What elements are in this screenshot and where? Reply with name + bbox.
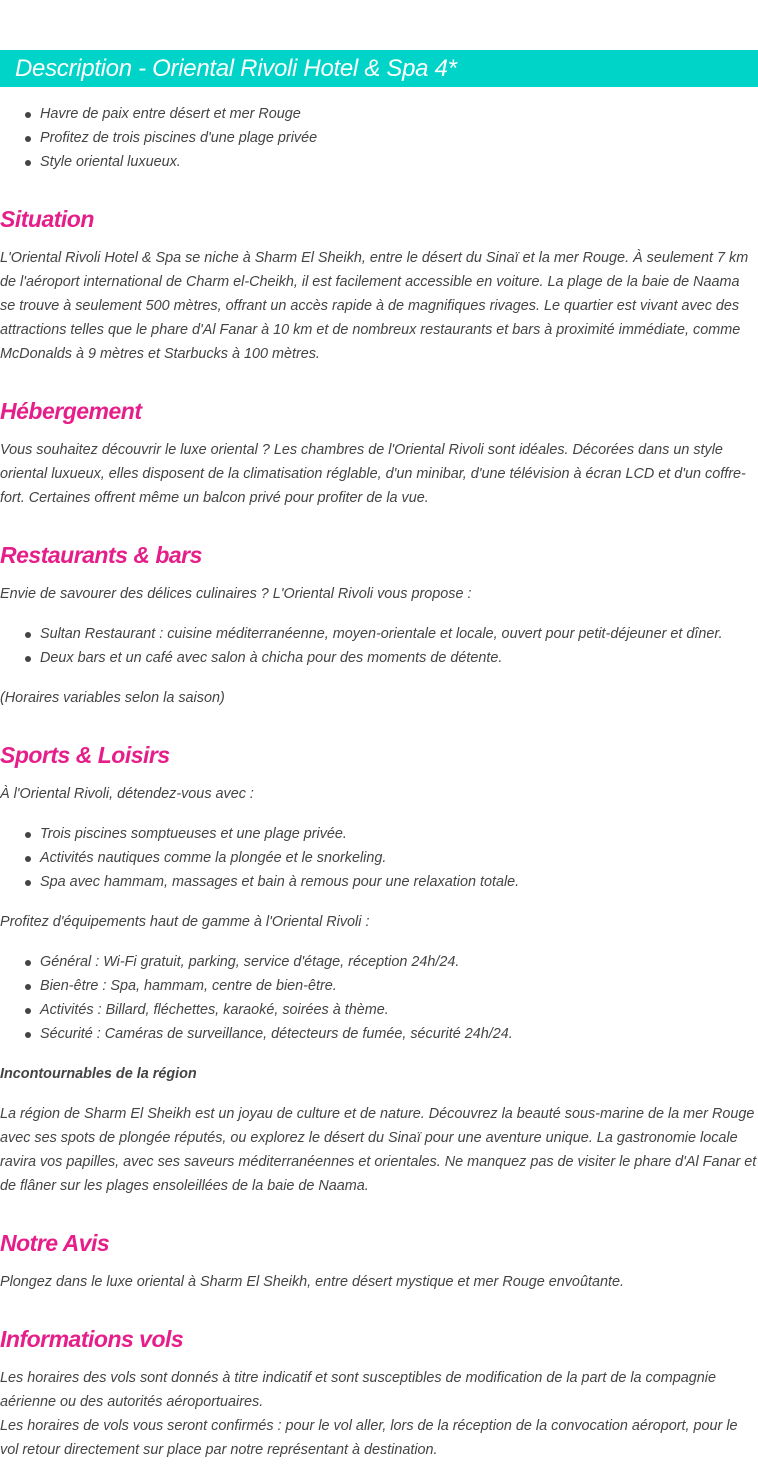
list-item: Général : Wi-Fi gratuit, parking, service d'étage, réception 24h/24. xyxy=(0,950,758,974)
sports-heading: Sports & Loisirs xyxy=(0,742,170,768)
list-item: Profitez de trois piscines d'une plage privée xyxy=(0,126,758,150)
list-item: Spa avec hammam, massages et bain à remous pour une relaxation totale. xyxy=(0,870,758,894)
highlights-list xyxy=(0,102,758,174)
restaurants-list xyxy=(0,622,758,670)
list-item: Havre de paix entre désert et mer Rouge xyxy=(0,102,758,126)
avis-heading: Notre Avis xyxy=(0,1230,110,1256)
list-item: Sécurité : Caméras de surveillance, détecteurs de fumée, sécurité 24h/24. xyxy=(0,1022,758,1046)
vols-heading: Informations vols xyxy=(0,1326,184,1352)
list-item: Activités : Billard, fléchettes, karaoké, soirées à thème. xyxy=(0,998,758,1022)
equipment-intro: Profitez d'équipements haut de gamme à l'Oriental Rivoli : xyxy=(0,914,370,930)
vols-text-1: Les horaires des vols sont donnés à titre indicatif et sont susceptibles de modification de la part de la compagnie aérienne ou des autorités aéroportuaires. xyxy=(0,1370,716,1410)
restaurants-note: (Horaires variables selon la saison) xyxy=(0,690,225,706)
sports-intro: À l'Oriental Rivoli, détendez-vous avec : xyxy=(0,786,254,802)
description-banner: Description - Oriental Rivoli Hotel & Spa 4* xyxy=(0,50,758,87)
list-item: Trois piscines somptueuses et une plage privée. xyxy=(0,822,758,846)
region-label: Incontournables de la région xyxy=(0,1066,197,1082)
restaurants-intro: Envie de savourer des délices culinaires ? L'Oriental Rivoli vous propose : xyxy=(0,586,472,602)
restaurants-heading: Restaurants & bars xyxy=(0,542,202,568)
vols-text-2: Les horaires de vols vous seront confirmés : pour le vol aller, lors de la réception de la convocation aéroport, pour le vol retour directement sur place par notre représentant à destination. xyxy=(0,1418,738,1458)
list-item: Deux bars et un café avec salon à chicha pour des moments de détente. xyxy=(0,646,758,670)
hebergement-text: Vous souhaitez découvrir le luxe oriental ? Les chambres de l'Oriental Rivoli sont idéales. Décorées dans un style oriental luxueux, elles disposent de la climatisation réglable, d'un minibar, d'une télévision à écran LCD et d'un coffre-fort. Certaines offrent même un balcon privé pour profiter de la vue. xyxy=(0,442,746,506)
list-item: Bien-être : Spa, hammam, centre de bien-être. xyxy=(0,974,758,998)
situation-text: L'Oriental Rivoli Hotel & Spa se niche à Sharm El Sheikh, entre le désert du Sinaï et la mer Rouge. À seulement 7 km de l'aéroport international de Charm el-Cheikh, il est facilement accessible en voiture. La plage de la baie de Naama se trouve à seulement 500 mètres, offrant un accès rapide à de magnifiques rivages. Le quartier est vivant avec des attractions telles que le phare d'Al Fanar à 10 km et de nombreux restaurants et bars à proximité immédiate, comme McDonalds à 9 mètres et Starbucks à 100 mètres. xyxy=(0,250,749,362)
equipment-list xyxy=(0,950,758,1046)
region-text: La région de Sharm El Sheikh est un joyau de culture et de nature. Découvrez la beauté sous-marine de la mer Rouge avec ses spots de plongée réputés, ou explorez le désert du Sinaï pour une aventure unique. La gastronomie locale ravira vos papilles, avec ses saveurs méditerranéennes et orientales. Ne manquez pas de visiter le phare d'Al Fanar et de flâner sur les plages ensoleillées de la baie de Naama. xyxy=(0,1106,757,1194)
hebergement-heading: Hébergement xyxy=(0,398,142,424)
avis-text: Plongez dans le luxe oriental à Sharm El Sheikh, entre désert mystique et mer Rouge envoûtante. xyxy=(0,1274,624,1290)
list-item: Activités nautiques comme la plongée et le snorkeling. xyxy=(0,846,758,870)
list-item: Sultan Restaurant : cuisine méditerranéenne, moyen-orientale et locale, ouvert pour petit-déjeuner et dîner. xyxy=(0,622,758,646)
sports-list xyxy=(0,822,758,894)
list-item: Style oriental luxueux. xyxy=(0,150,758,174)
situation-heading: Situation xyxy=(0,206,94,232)
